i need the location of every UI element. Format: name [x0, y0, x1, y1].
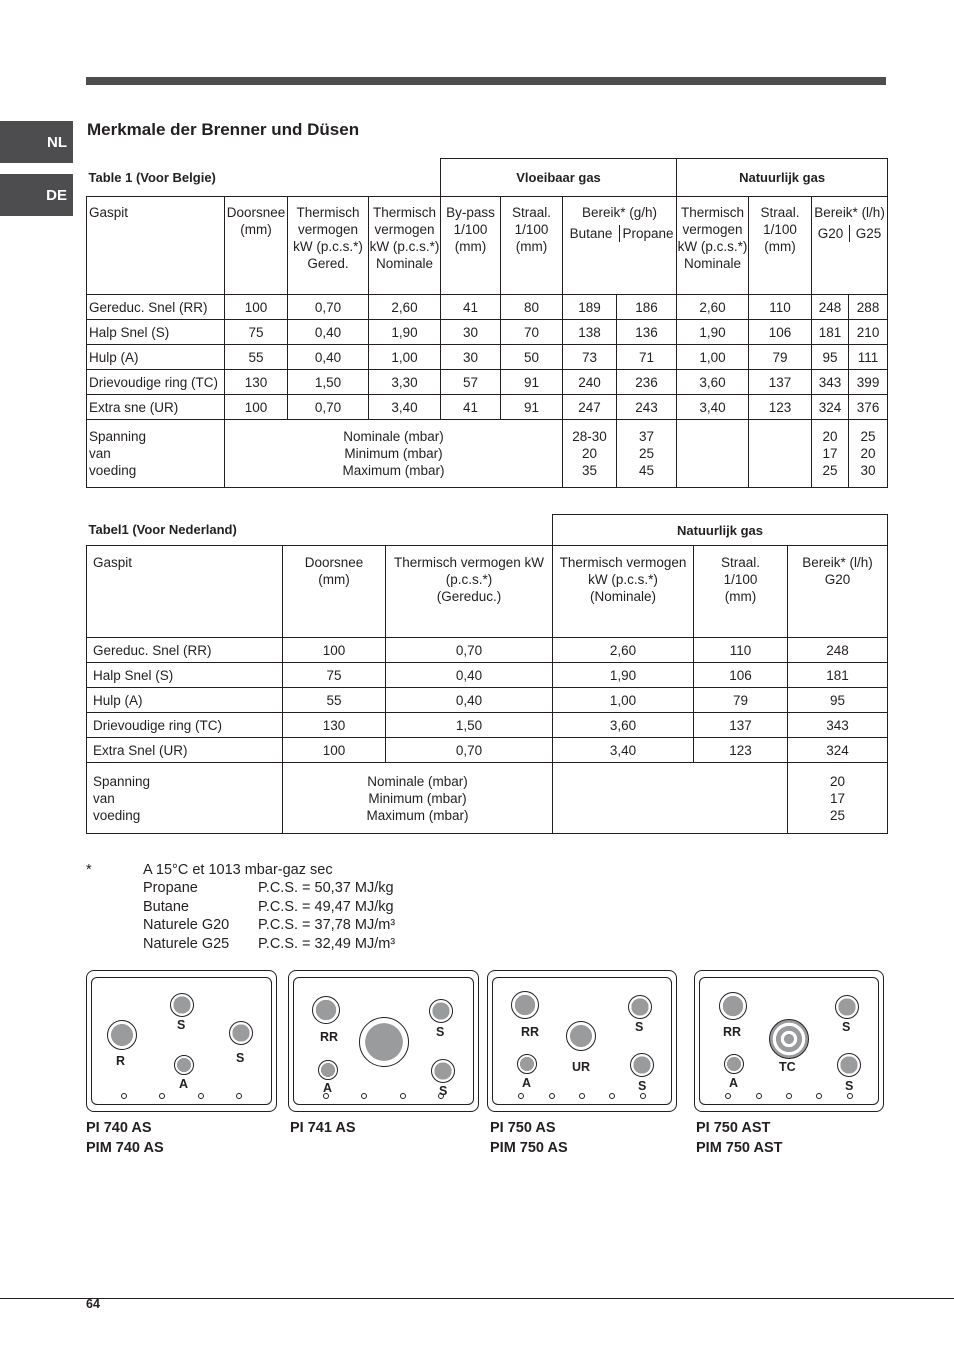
header-butane: Butane — [563, 225, 620, 242]
table-cell: 0,40 — [288, 345, 369, 370]
burner-table-belgie — [86, 158, 888, 488]
table-row — [87, 638, 888, 663]
supply-label: Spanning van voeding — [87, 420, 225, 488]
table-row — [87, 713, 888, 738]
page-number: 64 — [86, 1297, 100, 1311]
supply-propane: 37 25 45 — [617, 420, 677, 488]
header-propane: Propane — [622, 225, 674, 241]
hob-diagram-pi740 — [86, 970, 277, 1112]
table-cell: 3,40 — [369, 395, 441, 420]
table-cell: 80 — [501, 295, 563, 320]
header-therm-nom: Thermisch vermogen kW (p.c.s.*) Nominale — [369, 197, 441, 295]
burner-name-cell: Drievoudige ring (TC) — [87, 370, 225, 395]
table-cell: 1,00 — [553, 688, 694, 713]
table-cell: 130 — [283, 713, 386, 738]
table-cell: 3,40 — [677, 395, 749, 420]
table-cell: 181 — [812, 320, 849, 345]
t2-supply-label: Spanning van voeding — [87, 763, 283, 834]
table-cell: 1,00 — [369, 345, 441, 370]
table2-caption: Tabel1 (Voor Nederland) — [87, 515, 553, 546]
table-cell: 0,70 — [386, 638, 553, 663]
burner-name-cell: Extra Snel (UR) — [87, 738, 283, 763]
control-knobs — [105, 1093, 258, 1101]
t2-header-therm-nom: Thermisch vermogen kW (p.c.s.*) (Nominale) — [553, 546, 694, 638]
t2-header-gaspit: Gaspit — [87, 546, 283, 638]
t2-header-bereik: Bereik* (l/h) G20 — [788, 546, 888, 638]
burner-icon — [312, 996, 340, 1024]
table1-group-lpg: Vloeibaar gas — [441, 159, 677, 197]
table-cell: 399 — [849, 370, 888, 395]
table-cell: 0,40 — [288, 320, 369, 345]
burner-icon — [835, 995, 859, 1019]
header-gaspit: Gaspit — [87, 197, 225, 295]
table-row — [87, 663, 888, 688]
header-bereik-lh: Bereik* (l/h) G20 G25 — [812, 197, 888, 295]
header-straal: Straal. 1/100 (mm) — [501, 197, 563, 295]
header-ng-straal: Straal. 1/100 (mm) — [749, 197, 812, 295]
burner-label: R — [116, 1054, 126, 1068]
table-cell: 30 — [441, 320, 501, 345]
table-cell: 1,50 — [288, 370, 369, 395]
table-cell: 236 — [617, 370, 677, 395]
burner-icon — [719, 992, 747, 1020]
table-cell: 137 — [749, 370, 812, 395]
supply-empty — [677, 420, 749, 488]
footer-rule — [0, 1298, 954, 1299]
table-cell: 100 — [225, 295, 288, 320]
table-cell: 3,60 — [553, 713, 694, 738]
burner-icon — [628, 995, 652, 1019]
table-cell: 71 — [617, 345, 677, 370]
footnote-line: A 15°C et 1013 mbar-gaz sec — [143, 862, 333, 878]
burner-label: RR — [320, 1030, 339, 1044]
table-row — [87, 320, 888, 345]
lang-tab-de[interactable]: DE — [0, 174, 73, 216]
table-cell: 186 — [617, 295, 677, 320]
burner-table-nederland — [86, 514, 888, 834]
model-names: PI 741 AS — [290, 1120, 356, 1136]
table-cell: 100 — [283, 738, 386, 763]
burner-name-cell: Extra sne (UR) — [87, 395, 225, 420]
table-cell: 73 — [563, 345, 617, 370]
table-cell: 248 — [788, 638, 888, 663]
table-cell: 0,70 — [288, 395, 369, 420]
table1-caption: Table 1 (Voor Belgie) — [87, 159, 441, 197]
table-cell: 210 — [849, 320, 888, 345]
table-cell: 2,60 — [553, 638, 694, 663]
top-rule — [86, 77, 886, 85]
burner-label: A — [522, 1076, 532, 1090]
model-names: PI 750 AST PIM 750 AST — [696, 1120, 783, 1156]
supply-butane: 28-30 20 35 — [563, 420, 617, 488]
burner-icon — [517, 1054, 537, 1074]
header-ng-therm: Thermisch vermogen kW (p.c.s.*) Nominale — [677, 197, 749, 295]
table-cell: 0,40 — [386, 688, 553, 713]
table-cell: 110 — [694, 638, 788, 663]
table-cell: 376 — [849, 395, 888, 420]
table-cell: 324 — [788, 738, 888, 763]
burner-label: S — [439, 1084, 448, 1098]
table-cell: 100 — [225, 395, 288, 420]
t2-header-straal: Straal. 1/100 (mm) — [694, 546, 788, 638]
table-cell: 70 — [501, 320, 563, 345]
supply-pressures: Nominale (mbar) Minimum (mbar) Maximum (mbar) — [225, 420, 563, 488]
table-cell: 41 — [441, 295, 501, 320]
table-cell: 30 — [441, 345, 501, 370]
footnote-star: * — [86, 862, 92, 878]
model-names: PI 740 AS PIM 740 AS — [86, 1120, 164, 1156]
table-cell: 95 — [812, 345, 849, 370]
table-cell: 55 — [225, 345, 288, 370]
table-cell: 248 — [812, 295, 849, 320]
footnote-row: Butane P.C.S. = 49,47 MJ/kg — [143, 898, 394, 915]
table-row — [87, 688, 888, 713]
burner-icon — [724, 1054, 744, 1074]
table2-group-ng: Natuurlijk gas — [553, 515, 888, 546]
table-cell: 324 — [812, 395, 849, 420]
burner-icon — [229, 1021, 253, 1045]
table1-group-ng: Natuurlijk gas — [677, 159, 888, 197]
header-doorsnee: Doorsnee (mm) — [225, 197, 288, 295]
table-cell: 110 — [749, 295, 812, 320]
table-cell: 41 — [441, 395, 501, 420]
burner-label: TC — [779, 1060, 796, 1074]
burner-label: S — [635, 1020, 644, 1034]
control-knobs — [307, 1093, 460, 1101]
supply-g25: 25 20 30 — [849, 420, 888, 488]
burner-name-cell: Halp Snel (S) — [87, 663, 283, 688]
table-cell: 3,40 — [553, 738, 694, 763]
burner-label: S — [845, 1079, 854, 1093]
supply-empty — [749, 420, 812, 488]
page-title: Merkmale der Brenner und Düsen — [87, 120, 360, 139]
burner-icon — [429, 999, 453, 1023]
table-cell: 240 — [563, 370, 617, 395]
burner-label: A — [323, 1081, 333, 1095]
table-cell: 91 — [501, 395, 563, 420]
table-cell: 0,70 — [288, 295, 369, 320]
burner-label: A — [729, 1076, 739, 1090]
burner-icon — [630, 1053, 654, 1077]
table-cell: 123 — [694, 738, 788, 763]
table-cell: 343 — [812, 370, 849, 395]
burner-label: S — [638, 1079, 647, 1093]
burner-name-cell: Halp Snel (S) — [87, 320, 225, 345]
table-row — [87, 345, 888, 370]
table-cell: 243 — [617, 395, 677, 420]
control-knobs — [713, 1093, 865, 1101]
table-cell: 50 — [501, 345, 563, 370]
control-knobs — [506, 1093, 658, 1101]
table-cell: 0,70 — [386, 738, 553, 763]
burner-label: RR — [521, 1025, 540, 1039]
t2-supply-pressures: Nominale (mbar) Minimum (mbar) Maximum (mbar) — [283, 763, 553, 834]
burner-name-cell: Hulp (A) — [87, 345, 225, 370]
burner-icon — [170, 993, 194, 1017]
table-cell: 55 — [283, 688, 386, 713]
table-cell: 79 — [749, 345, 812, 370]
table-cell: 111 — [849, 345, 888, 370]
table-cell: 1,90 — [677, 320, 749, 345]
lang-tab-nl[interactable]: NL — [0, 121, 73, 163]
table-cell: 123 — [749, 395, 812, 420]
table-cell: 79 — [694, 688, 788, 713]
table-cell: 57 — [441, 370, 501, 395]
t2-header-therm-red: Thermisch vermogen kW (p.c.s.*) (Gereduc.) — [386, 546, 553, 638]
header-bypass: By-pass 1/100 (mm) — [441, 197, 501, 295]
burner-label: S — [436, 1025, 445, 1039]
footnote-row: Propane P.C.S. = 50,37 MJ/kg — [143, 880, 394, 897]
table-cell: 3,60 — [677, 370, 749, 395]
burner-name-cell: Drievoudige ring (TC) — [87, 713, 283, 738]
burner-icon — [107, 1020, 137, 1050]
burner-icon — [511, 991, 539, 1019]
table-cell: 1,50 — [386, 713, 553, 738]
table-cell: 100 — [283, 638, 386, 663]
header-bereik-gh: Bereik* (g/h) Butane Propane — [563, 197, 677, 295]
table-cell: 2,60 — [677, 295, 749, 320]
hob-diagram-pi750ast — [694, 970, 884, 1112]
table-cell: 288 — [849, 295, 888, 320]
hob-diagram-pi750 — [487, 970, 677, 1112]
model-names: PI 750 AS PIM 750 AS — [490, 1120, 568, 1156]
header-g20: G20 — [812, 225, 850, 242]
burner-label: RR — [723, 1025, 742, 1039]
burner-label: S — [177, 1018, 186, 1032]
table-cell: 247 — [563, 395, 617, 420]
burner-icon — [431, 1059, 455, 1083]
burner-icon — [174, 1055, 194, 1075]
table-cell: 75 — [225, 320, 288, 345]
burner-name-cell: Gereduc. Snel (RR) — [87, 295, 225, 320]
table-row — [87, 370, 888, 395]
table-row — [87, 395, 888, 420]
supply-g20: 20 17 25 — [812, 420, 849, 488]
burner-name-cell: Gereduc. Snel (RR) — [87, 638, 283, 663]
table-cell: 181 — [788, 663, 888, 688]
table-cell: 1,00 — [677, 345, 749, 370]
footnote-row: Naturele G20 P.C.S. = 37,78 MJ/m³ — [143, 917, 396, 934]
burner-icon — [318, 1060, 338, 1080]
t2-supply-g20: 20 17 25 — [788, 763, 888, 834]
burner-icon — [566, 1021, 596, 1051]
t2-header-doorsnee: Doorsnee (mm) — [283, 546, 386, 638]
table-cell: 106 — [749, 320, 812, 345]
table-cell: 138 — [563, 320, 617, 345]
footnote-row: Naturele G25 P.C.S. = 32,49 MJ/m³ — [143, 935, 396, 952]
table-cell: 136 — [617, 320, 677, 345]
table-cell: 1,90 — [369, 320, 441, 345]
hob-diagram-pi741 — [288, 970, 479, 1112]
table-cell: 2,60 — [369, 295, 441, 320]
table-cell: 3,30 — [369, 370, 441, 395]
table-row — [87, 295, 888, 320]
table-cell: 189 — [563, 295, 617, 320]
burner-label: A — [179, 1077, 189, 1091]
table-cell: 130 — [225, 370, 288, 395]
burner-label: UR — [572, 1060, 591, 1074]
burner-name-cell: Hulp (A) — [87, 688, 283, 713]
header-therm-gered: Thermisch vermogen kW (p.c.s.*) Gered. — [288, 197, 369, 295]
burner-label: S — [842, 1020, 851, 1034]
table-cell: 137 — [694, 713, 788, 738]
burner-icon — [837, 1053, 861, 1077]
table-cell: 343 — [788, 713, 888, 738]
table-row — [87, 738, 888, 763]
triple-ring-burner-icon — [769, 1019, 809, 1059]
burner-icon — [359, 1017, 409, 1067]
burner-label: S — [236, 1051, 245, 1065]
table-cell: 95 — [788, 688, 888, 713]
table-cell: 1,90 — [553, 663, 694, 688]
table-cell: 106 — [694, 663, 788, 688]
header-g25: G25 — [855, 225, 882, 241]
table-cell: 75 — [283, 663, 386, 688]
table-cell: 91 — [501, 370, 563, 395]
table-cell: 0,40 — [386, 663, 553, 688]
t2-supply-empty — [553, 763, 788, 834]
